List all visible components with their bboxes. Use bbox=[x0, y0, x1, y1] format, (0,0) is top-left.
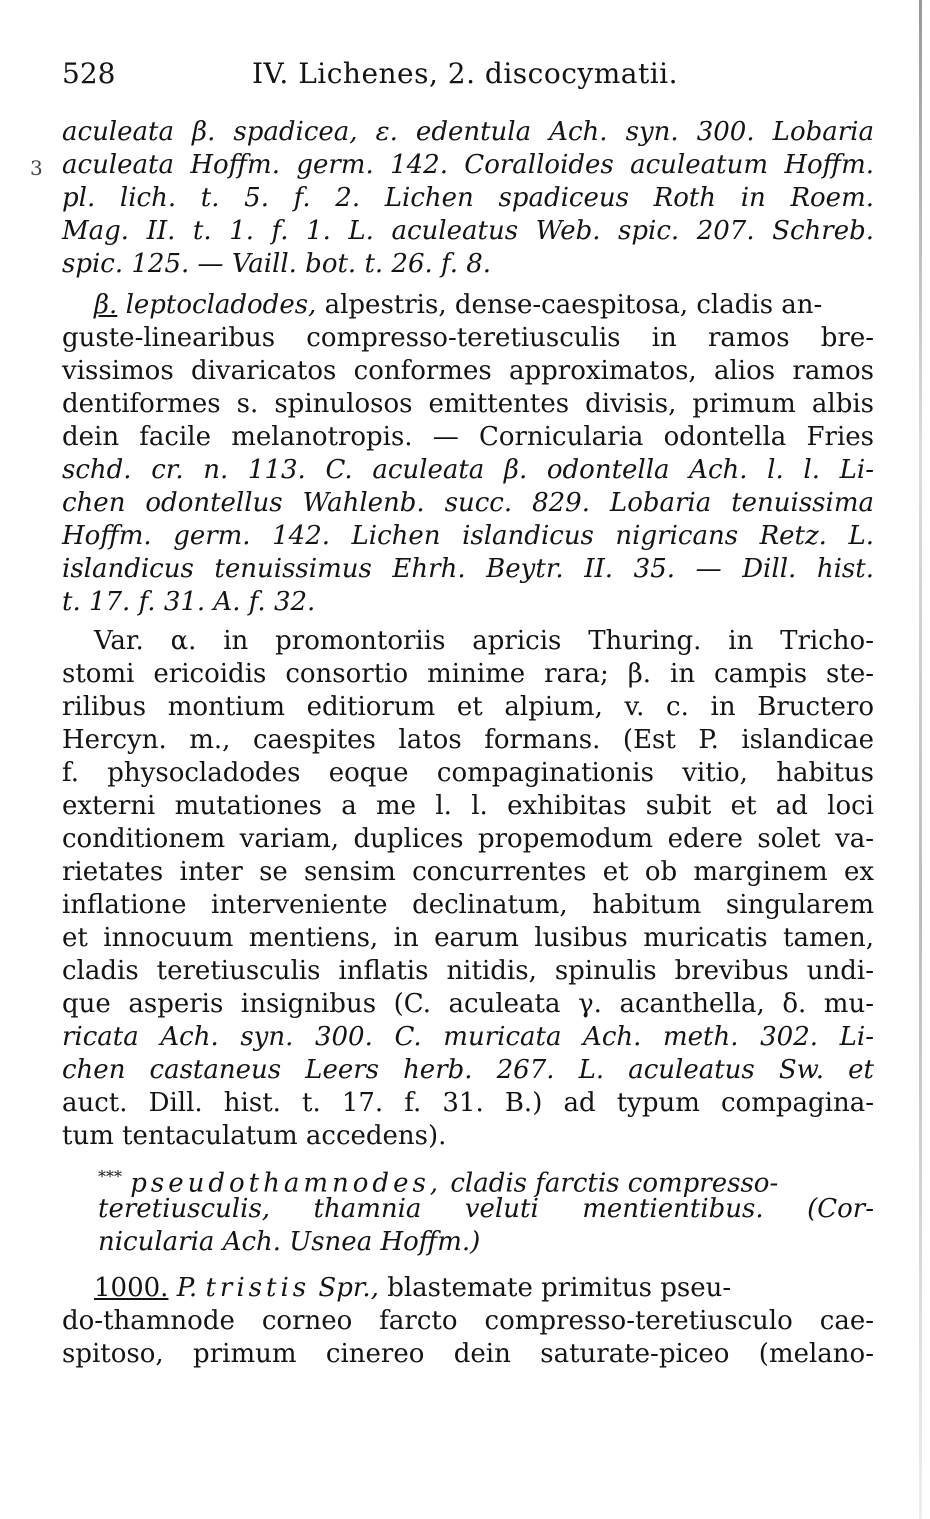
text-run: alpestris, dense-caespitosa, cladis an- bbox=[316, 290, 823, 320]
text-line: auct. Dill. hist. t. 17. f. 31. B.) ad typum compagina- bbox=[62, 1088, 874, 1118]
text-line: ricata Ach. syn. 300. C. muricata Ach. meth. 302. Li- bbox=[62, 1022, 874, 1052]
text-line: dentiformes s. spinulosos emittentes divisis, primum albis bbox=[62, 389, 874, 419]
text-line: conditionem variam, duplices propemodum edere solet va- bbox=[62, 824, 874, 854]
entry-1000-first-line bbox=[94, 1272, 874, 1305]
text-line: Var. α. in promontoriis apricis Thuring. in Tricho- bbox=[94, 626, 874, 656]
text-line: aculeata Hoffm. germ. 142. Coralloides aculeatum Hoffm. bbox=[62, 150, 874, 180]
text-line: cladis teretiusculis inflatis nitidis, spinulis brevibus undi- bbox=[62, 956, 874, 986]
text-line: Hercyn. m., caespites latos formans. (Est P. islandicae bbox=[62, 725, 874, 755]
text-line: et innocuum mentiens, in earum lusibus muricatis tamen, bbox=[62, 923, 874, 953]
text-line: schd. cr. n. 113. C. aculeata β. odontella Ach. l. l. Li- bbox=[62, 455, 874, 485]
variety-name: leptocladodes, bbox=[125, 290, 317, 320]
text-line: inflatione interveniente declinatum, habitum singularem bbox=[62, 890, 874, 920]
text-run: cladis farctis compresso- bbox=[442, 1168, 779, 1199]
margin-mark: 3 bbox=[30, 156, 43, 180]
text-line: pl. lich. t. 5. f. 2. Lichen spadiceus Roth in Roem. bbox=[62, 183, 874, 213]
text-line: chen castaneus Leers herb. 267. L. aculeatus Sw. et bbox=[62, 1055, 874, 1085]
text-run: blastemate primitus pseu- bbox=[378, 1273, 732, 1303]
text-line: aculeata β. spadicea, ε. edentula Ach. syn. 300. Lobaria bbox=[62, 117, 874, 147]
text-line: rilibus montium editiorum et alpium, v. c. in Bructero bbox=[62, 692, 874, 722]
paragraph-beta-first-line bbox=[94, 289, 874, 322]
text-line: guste-linearibus compresso-teretiusculis in ramos bre- bbox=[62, 323, 874, 353]
text-line: tum tentaculatum accedens). bbox=[62, 1121, 447, 1151]
text-line: spic. 125. — Vaill. bot. t. 26. f. 8. bbox=[62, 249, 492, 279]
text-line: t. 17. f. 31. A. f. 32. bbox=[62, 587, 316, 617]
text-line: Hoffm. germ. 142. Lichen islandicus nigricans Retz. L. bbox=[62, 521, 874, 551]
text-line: rietates inter se sensim concurrentes et ob marginem ex bbox=[62, 857, 874, 887]
running-title: IV. Lichenes, 2. discocymatii. bbox=[252, 57, 679, 90]
text-line: chen odontellus Wahlenb. succ. 829. Lobaria tenuissima bbox=[62, 488, 874, 518]
text-line: spitoso, primum cinereo dein saturate-piceo (melano- bbox=[62, 1339, 874, 1369]
text-line: dein facile melanotropis. — Cornicularia odontella Fries bbox=[62, 422, 874, 452]
text-line: que asperis insignibus (C. aculeata γ. acanthella, δ. mu- bbox=[62, 989, 874, 1019]
text-line: teretiusculis, thamnia veluti mentientibus. (Cor- bbox=[98, 1194, 874, 1224]
page-number: 528 bbox=[62, 57, 116, 90]
text-line: externi mutationes a me l. l. exhibitas subit et ad loci bbox=[62, 791, 874, 821]
genus: P. bbox=[176, 1273, 198, 1303]
text-line: do-thamnode corneo farcto compresso-teretiusculo cae- bbox=[62, 1306, 874, 1336]
text-line: Mag. II. t. 1. f. 1. L. aculeatus Web. spic. 207. Schreb. bbox=[62, 216, 874, 246]
text-line: stomi ericoidis consortio minime rara; β. in campis ste- bbox=[62, 659, 874, 689]
entry-number: 1000. bbox=[94, 1273, 169, 1303]
variety-label: β. bbox=[94, 290, 118, 320]
asterisks: *** bbox=[98, 1167, 122, 1186]
text-line: nicularia Ach. Usnea Hoffm.) bbox=[98, 1227, 481, 1257]
text-line: vissimos divaricatos conformes approximatos, alios ramos bbox=[62, 356, 874, 386]
text-line: f. physocladodes eoque compaginationis vitio, habitus bbox=[62, 758, 874, 788]
author: Spr., bbox=[318, 1273, 379, 1303]
page-edge bbox=[919, 0, 922, 1519]
species: tristis bbox=[205, 1273, 311, 1303]
text-line: islandicus tenuissimus Ehrh. Beytr. II. 35. — Dill. hist. bbox=[62, 554, 874, 584]
section-name: pseudothamnodes, bbox=[130, 1168, 443, 1199]
